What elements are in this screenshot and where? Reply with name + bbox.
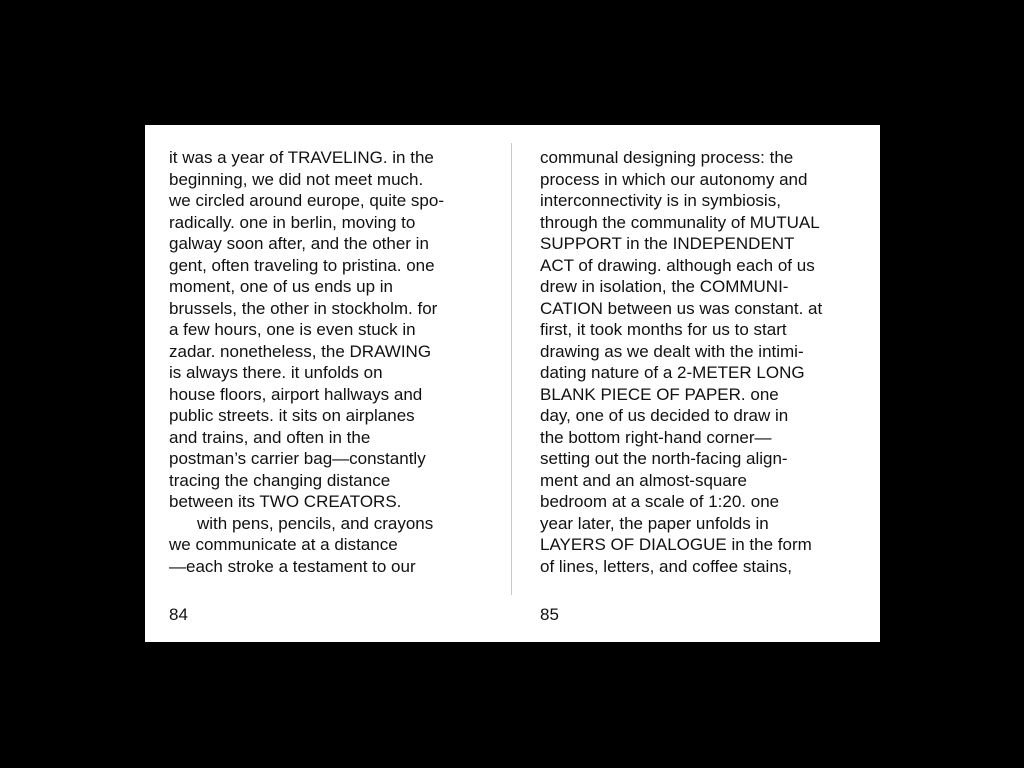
text-line: communal designing process: the [540,148,794,167]
text-line: SUPPORT in the INDEPENDENT [540,234,795,253]
text-line: public streets. it sits on airplanes [169,406,415,425]
text-line: we communicate at a distance [169,535,398,554]
left-page-text [169,147,487,577]
text-line: day, one of us decided to draw in [540,406,789,425]
text-line: year later, the paper unfolds in [540,513,769,533]
text-line: tracing the changing distance [169,470,391,490]
book-spread [145,125,880,642]
text-line: drawing as we dealt with the intimi- [540,341,804,361]
text-line: bedroom at a scale of 1:20. one [540,492,780,511]
text-line: brussels, the other in stockholm. for [169,298,438,318]
text-line: dating nature of a 2-METER LONG [540,363,805,382]
text-line: with pens, pencils, and crayons [197,513,434,533]
page-number-right: 85 [540,605,559,624]
text-line: gent, often traveling to pristina. one [169,255,435,275]
text-line: setting out the north-facing align- [540,449,788,468]
text-line: house floors, airport hallways and [169,384,423,404]
text-line: drew in isolation, the COMMUNI- [540,277,789,296]
text-line: is always there. it unfolds on [169,363,383,382]
text-line: moment, one of us ends up in [169,277,393,296]
text-line: process in which our autonomy and [540,169,808,189]
text-line: —each stroke a testament to our [169,556,416,576]
right-page-text [540,147,862,577]
text-line: ment and an almost-square [540,470,747,490]
page-number-left: 84 [169,605,188,624]
text-line: galway soon after, and the other in [169,234,429,253]
text-line: radically. one in berlin, moving to [169,212,416,232]
page-gutter [511,143,512,595]
text-line: CATION between us was constant. at [540,298,823,318]
text-line: zadar. nonetheless, the DRAWING [169,341,432,361]
text-line: a few hours, one is even stuck in [169,320,416,339]
text-line: it was a year of TRAVELING. in the [169,148,434,167]
text-line: LAYERS OF DIALOGUE in the form [540,535,812,554]
text-line: ACT of drawing. although each of us [540,255,815,275]
text-line: the bottom right-hand corner— [540,427,772,447]
text-line: and trains, and often in the [169,427,371,447]
text-line: through the communality of MUTUAL [540,212,820,232]
text-line: we circled around europe, quite spo- [169,191,444,210]
text-line: first, it took months for us to start [540,320,787,339]
text-line: between its TWO CREATORS. [169,492,402,511]
text-line: postman’s carrier bag—constantly [169,449,426,468]
text-line: of lines, letters, and coffee stains, [540,556,792,576]
text-line: beginning, we did not meet much. [169,169,424,189]
text-line: interconnectivity is in symbiosis, [540,191,781,210]
text-line: BLANK PIECE OF PAPER. one [540,384,779,404]
